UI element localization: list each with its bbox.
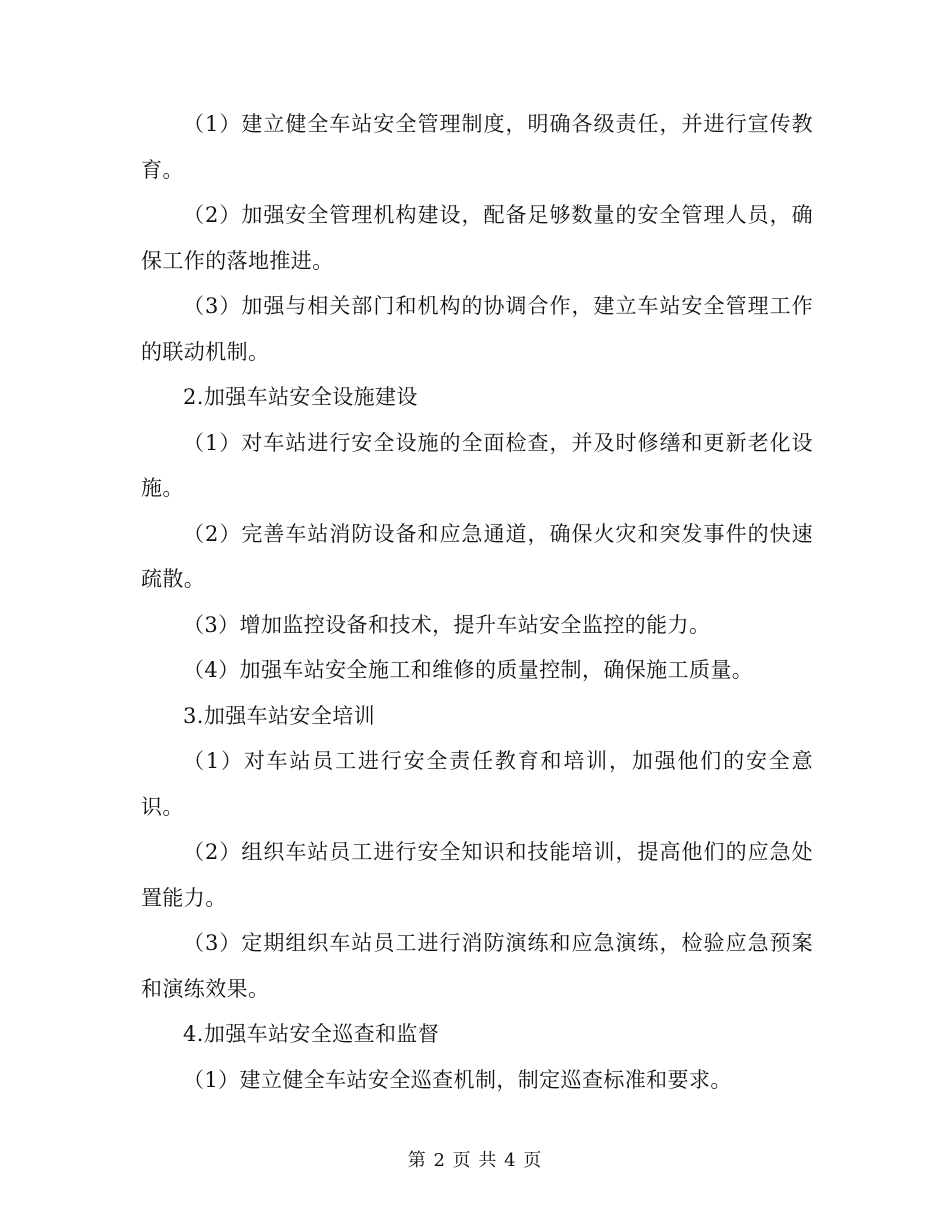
section-heading: 2.加强车站安全设施建设 <box>183 385 418 409</box>
paragraph: （1）对车站进行安全设施的全面检查，并及时修缮和更新老化设施。 <box>141 430 813 500</box>
paragraph: （2）完善车站消防设备和应急通道，确保火灾和突发事件的快速疏散。 <box>141 521 813 591</box>
paragraph: （3）加强与相关部门和机构的协调合作，建立车站安全管理工作的联动机制。 <box>141 294 813 364</box>
document-body <box>141 102 813 1103</box>
paragraph: （1）对车站员工进行安全责任教育和培训，加强他们的安全意识。 <box>141 749 813 819</box>
paragraph: （1）建立健全车站安全巡查机制，制定巡查标准和要求。 <box>183 1067 732 1092</box>
paragraph: （4）加强车站安全施工和维修的质量控制，确保施工质量。 <box>183 658 754 682</box>
section-heading: 4.加强车站安全巡查和监督 <box>183 1022 440 1046</box>
paragraph: （2）加强安全管理机构建设，配备足够数量的安全管理人员，确保工作的落地推进。 <box>141 203 813 273</box>
section-heading: 3.加强车站安全培训 <box>183 703 376 728</box>
paragraph: （1）建立健全车站安全管理制度，明确各级责任，并进行宣传教育。 <box>141 112 813 182</box>
paragraph: （3）增加监控设备和技术，提升车站安全监控的能力。 <box>183 612 711 637</box>
page-number-footer: 第 2 页 共 4 页 <box>407 1150 543 1171</box>
paragraph: （3）定期组织车站员工进行消防演练和应急演练，检验应急预案和演练效果。 <box>141 931 813 1001</box>
paragraph: （2）组织车站员工进行安全知识和技能培训，提高他们的应急处置能力。 <box>141 840 813 910</box>
